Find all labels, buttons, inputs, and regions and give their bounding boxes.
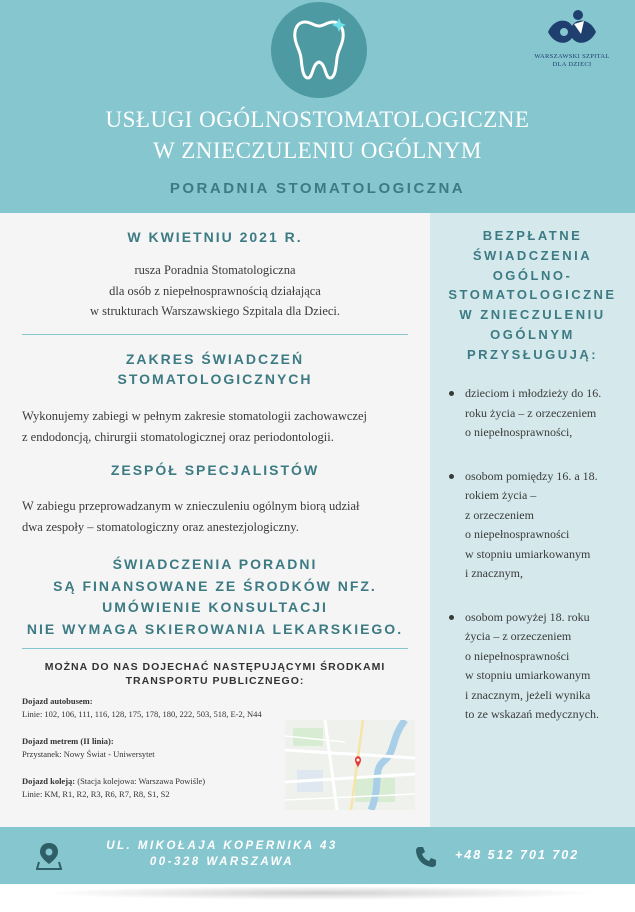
eligibility-list [447,384,627,725]
bullet-dot [449,474,454,479]
tooth-badge [271,2,367,98]
scope-heading [0,349,430,389]
page-subtitle: PORADNIA STOMATOLOGICZNA [169,180,466,197]
list-item-line: o niepełnosprawności [465,527,570,541]
intro-text [0,260,430,322]
intro-line3: w strukturach Warszawskiego Szpitala dla Dzieci. [89,304,341,318]
scope-text-line2: z endodoncją, chirurgii stomatologicznej oraz periodontologii. [22,430,334,444]
sidebar-heading [430,226,635,365]
bus-label: Dojazd autobusem: [22,696,93,706]
phone-icon [414,845,438,869]
divider [22,648,408,649]
list-item-line: z orzeczeniem [465,507,534,522]
funding-notice [0,554,430,640]
sidebar-heading-line: BEZPŁATNE [482,228,583,243]
location-pin-icon [36,842,62,870]
map-graphic [285,720,415,810]
bus-lines: Linie: 102, 106, 111, 116, 128, 175, 178, 180, 222, 503, 518, E-2, N44 [22,708,262,719]
bullet-dot [449,615,454,620]
rail-station: (Stacja kolejowa: Warszawa Powiśle) [75,776,206,786]
list-item-line: to ze wskazań medycznych. [465,707,599,721]
scope-text [22,406,422,448]
list-item-line: o niepełnosprawności [465,648,570,663]
footer-address [98,838,346,870]
sidebar-heading-line: W ZNIECZULENIU [459,307,606,323]
list-item-line: roku życia – z orzeczeniem [465,405,597,420]
sidebar-heading-line: OGÓLNYM [490,326,575,342]
team-text-line1: W zabiegu przeprowadzanym w znieczuleniu ogólnym biorą udział [22,499,360,513]
page-title [0,104,635,166]
scope-heading-line2: STOMATOLOGICZNYCH [117,371,313,387]
list-item-line: rokiem życia – [465,488,537,502]
list-item-line: i znacznym, [465,566,523,580]
team-text [22,496,422,538]
scope-text-line1: Wykonujemy zabiegi w pełnym zakresie stomatologii zachowawczej [22,409,367,423]
rail-lines: Linie: KM, R1, R2, R3, R6, R7, R8, S1, S2 [22,788,170,799]
logo-text-line1: WARSZAWSKI SZPITAL [534,53,610,60]
bullet-dot [449,391,454,396]
funding-line3: UMÓWIENIE KONSULTACJI [102,599,328,615]
page-shadow [40,886,600,900]
transport-heading-line2: TRANSPORTU PUBLICZNEGO: [125,675,305,687]
scope-heading-line1: ZAKRES ŚWIADCZEŃ [125,351,305,367]
list-item-line: w stopniu umiarkowanym [465,668,591,682]
metro-stop: Przystanek: Nowy Świat - Uniwersytet [22,748,155,759]
address-line1: UL. MIKOŁAJA KOPERNIKA 43 [106,840,338,852]
sidebar-heading-line: OGÓLNO- [492,267,573,283]
hospital-logo [532,8,612,69]
list-item-line: i znacznym, jeżeli wynika [465,687,591,702]
tooth-icon [291,16,347,82]
sidebar-heading-line: PRZYSŁUGUJĄ: [466,346,599,362]
intro-heading: W KWIETNIU 2021 R. [127,229,303,245]
list-item-line: dzieciom i młodzieży do 16. [465,386,602,400]
address-line2: 00-328 WARSZAWA [149,856,295,868]
hospital-logo-icon [544,8,600,48]
list-item [447,608,627,725]
location-map[interactable] [285,720,415,810]
team-text-line2: dwa zespoły – stomatologiczny oraz anestezjologiczny. [22,520,299,534]
logo-text-line2: DLA DZIECI [552,61,592,68]
list-item [447,467,627,584]
sidebar-heading-line: STOMATOLOGICZNE [448,287,617,303]
title-line2: W ZNIECZULENIU OGÓLNYM [153,138,482,163]
list-item [447,384,627,443]
divider [22,334,408,335]
transport-heading [0,660,430,688]
funding-line1: ŚWIADCZENIA PORADNI [112,556,318,572]
list-item-line: w stopniu umiarkowanym [465,546,591,561]
transport-info [22,695,282,800]
list-item-line: osobom powyżej 18. roku [465,609,590,624]
rail-info [22,775,282,788]
transport-heading-line1: MOŻNA DO NAS DOJECHAĆ NASTĘPUJĄCYMI ŚRODKAMI [44,661,386,673]
phone-number[interactable]: +48 512 701 702 [455,848,580,862]
funding-line2: SĄ FINANSOWANE ZE ŚRODKÓW NFZ. [53,577,377,594]
intro-line2: dla osób z niepełnosprawnością działająca [109,283,321,298]
list-item-line: osobom pomiędzy 16. a 18. [465,468,598,483]
intro-line1: rusza Poradnia Stomatologiczna [134,263,296,277]
metro-label: Dojazd metrem (II linia): [22,736,114,746]
title-line1: USŁUGI OGÓLNOSTOMATOLOGICZNE [105,107,530,132]
list-item-line: życia – z orzeczeniem [465,629,572,643]
team-heading: ZESPÓŁ SPECJALISTÓW [110,462,320,478]
sidebar-heading-line: ŚWIADCZENIA [472,247,593,263]
rail-label: Dojazd koleją: [22,776,76,786]
funding-line4: NIE WYMAGA SKIEROWANIA LEKARSKIEGO. [26,620,404,637]
list-item-line: o niepełnosprawności, [465,425,573,439]
